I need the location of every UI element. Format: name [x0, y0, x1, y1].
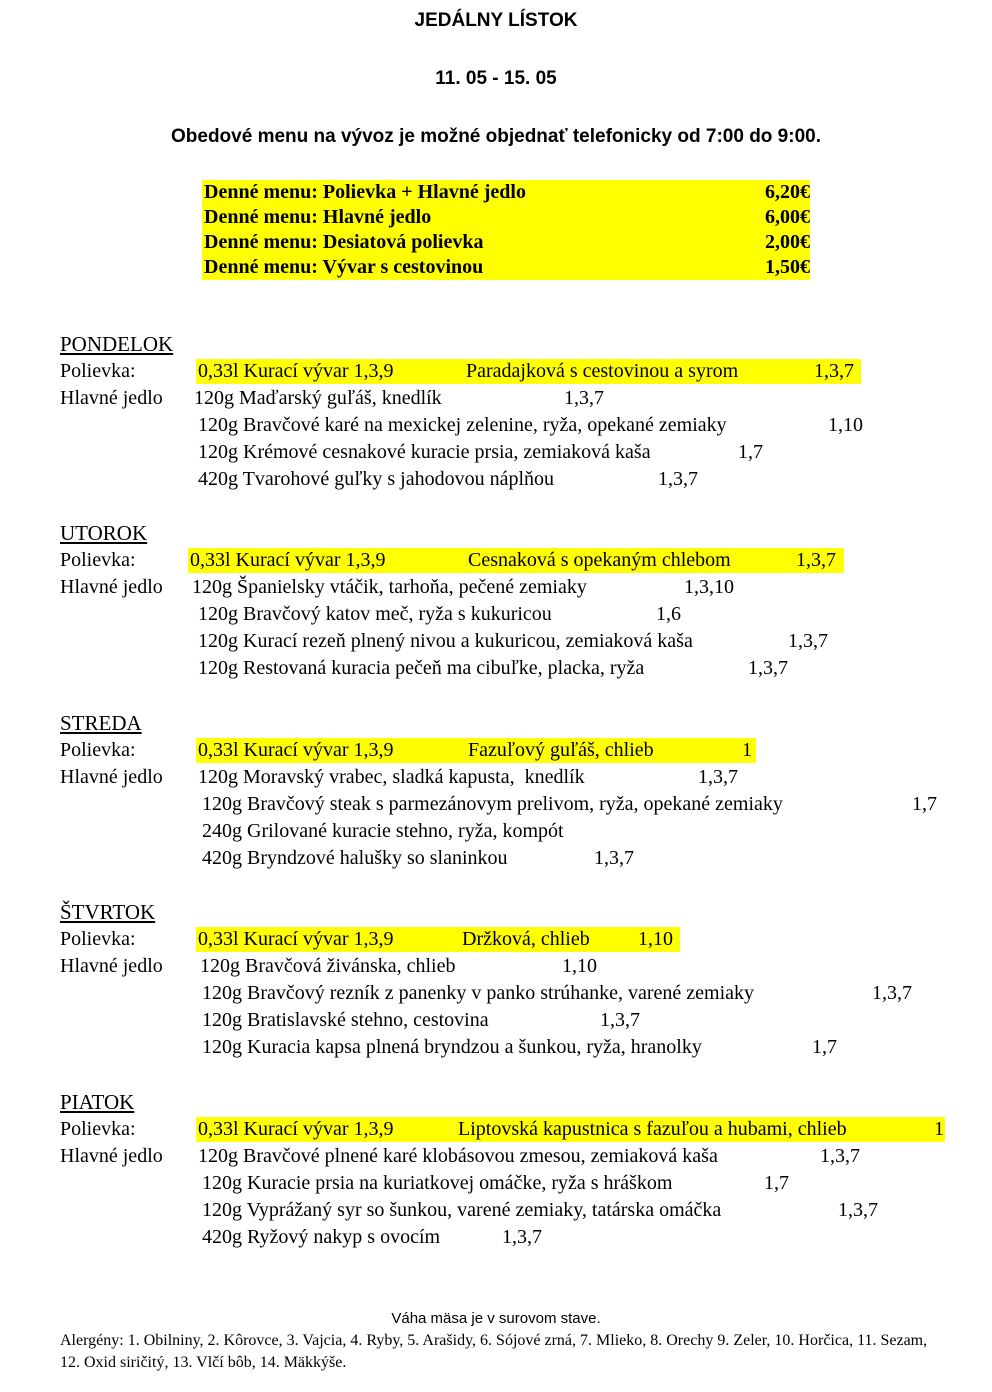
soup-highlight: [196, 359, 861, 384]
soup-broth: 0,33l Kurací vývar 1,3,9: [198, 360, 394, 382]
price-value: 1,50€: [765, 256, 810, 278]
main-dish-label: Hlavné jedlo: [60, 576, 163, 598]
main-dish-allergens: 1,7: [764, 1172, 789, 1194]
soup-allergens: 1,3,7: [814, 360, 854, 382]
soup-label: Polievka:: [60, 1118, 136, 1140]
main-dish: 420g Bryndzové halušky so slaninkou: [202, 847, 508, 869]
price-row: [202, 230, 810, 255]
main-dish-allergens: 1,3,7: [698, 766, 738, 788]
main-dish-allergens: 1,3,7: [594, 847, 634, 869]
main-dish: 120g Kuracia kapsa plnená bryndzou a šunkou, ryža, hranolky: [202, 1036, 702, 1058]
soup-broth: 0,33l Kurací vývar 1,3,9: [198, 928, 394, 950]
main-dish: 120g Maďarský guľáš, knedlík: [194, 387, 442, 409]
soup-highlight: [196, 927, 680, 952]
main-dish: 120g Restovaná kuracia pečeň ma cibuľke, placka, ryža: [198, 657, 645, 679]
price-row: [202, 180, 810, 205]
main-dish: 120g Kuracie prsia na kuriatkovej omáčke, ryža s hráškom: [202, 1172, 673, 1194]
price-value: 2,00€: [765, 231, 810, 253]
main-dish: 120g Kurací rezeň plnený nivou a kukuricou, zemiaková kaša: [198, 630, 693, 652]
main-dish: 120g Bravčový steak s parmezánovym prelivom, ryža, opekané zemiaky: [202, 793, 783, 815]
price-row: [202, 205, 810, 230]
main-dish-label: Hlavné jedlo: [60, 955, 163, 977]
day-heading: STREDA: [60, 711, 142, 735]
soup-label: Polievka:: [60, 928, 136, 950]
soup-of-day: Držková, chlieb: [462, 928, 590, 950]
soup-label: Polievka:: [60, 549, 136, 571]
soup-allergens: 1: [742, 739, 752, 761]
soup-broth: 0,33l Kurací vývar 1,3,9: [198, 739, 394, 761]
menu-title: JEDÁLNY LÍSTOK: [414, 10, 578, 31]
main-dish-allergens: 1,7: [812, 1036, 837, 1058]
main-dish: 120g Bravčové plnené karé klobásovou zmesou, zemiaková kaša: [198, 1145, 718, 1167]
main-dish-allergens: 1,3,7: [820, 1145, 860, 1167]
soup-highlight: [196, 738, 756, 763]
main-dish: 240g Grilované kuracie stehno, ryža, kompót: [202, 820, 564, 842]
price-box: [202, 180, 810, 280]
main-dish: 120g Španielsky vtáčik, tarhoňa, pečené zemiaky: [192, 576, 587, 598]
price-label: Denné menu: Hlavné jedlo: [204, 206, 432, 228]
soup-of-day: Liptovská kapustnica s fazuľou a hubami, chlieb: [458, 1118, 847, 1140]
soup-label: Polievka:: [60, 360, 136, 382]
soup-of-day: Fazuľový guľáš, chlieb: [468, 739, 654, 761]
main-dish: 120g Vyprážaný syr so šunkou, varené zemiaky, tatárska omáčka: [202, 1199, 722, 1221]
main-dish: 120g Moravský vrabec, sladká kapusta, knedlík: [198, 766, 585, 788]
main-dish: 120g Bravčový rezník z panenky v panko strúhanke, varené zemiaky: [202, 982, 755, 1004]
meat-weight-note: Váha mäsa je v surovom stave.: [391, 1310, 601, 1327]
main-dish-label: Hlavné jedlo: [60, 387, 163, 409]
soup-allergens: 1,3,7: [796, 549, 836, 571]
menu-dates: 11. 05 - 15. 05: [435, 68, 557, 89]
day-heading: PONDELOK: [60, 332, 174, 356]
main-dish-allergens: 1,6: [656, 603, 681, 625]
day-heading: ŠTVRTOK: [60, 900, 156, 924]
soup-highlight: [188, 548, 844, 573]
soup-broth: 0,33l Kurací vývar 1,3,9: [190, 549, 386, 571]
main-dish-label: Hlavné jedlo: [60, 1145, 163, 1167]
order-notice: Obedové menu na vývoz je možné objednať telefonicky od 7:00 do 9:00.: [171, 126, 821, 147]
main-dish-allergens: 1,3,7: [502, 1226, 542, 1248]
day-heading: PIATOK: [60, 1090, 135, 1114]
main-dish: 120g Krémové cesnakové kuracie prsia, zemiaková kaša: [198, 441, 651, 463]
main-dish: 120g Bravčové karé na mexickej zelenine, ryža, opekané zemiaky: [198, 414, 727, 436]
price-label: Denné menu: Vývar s cestovinou: [204, 256, 484, 278]
main-dish-allergens: 1,3,7: [788, 630, 828, 652]
soup-highlight: [196, 1117, 945, 1142]
main-dish-allergens: 1,7: [912, 793, 937, 815]
soup-allergens: 1,10: [638, 928, 673, 950]
main-dish: 120g Bravčový katov meč, ryža s kukuricou: [198, 603, 552, 625]
soup-of-day: Cesnaková s opekaným chlebom: [468, 549, 731, 571]
main-dish: 420g Tvarohové guľky s jahodovou náplňou: [198, 468, 555, 490]
soup-of-day: Paradajková s cestovinou a syrom: [466, 360, 739, 382]
soup-allergens: 1: [934, 1118, 944, 1140]
main-dish-allergens: 1,3,7: [658, 468, 698, 490]
main-dish-allergens: 1,10: [828, 414, 863, 436]
main-dish-allergens: 1,3,7: [564, 387, 604, 409]
soup-broth: 0,33l Kurací vývar 1,3,9: [198, 1118, 394, 1140]
day-heading: UTOROK: [60, 521, 148, 545]
main-dish-allergens: 1,3,7: [872, 982, 912, 1004]
main-dish-allergens: 1,3,7: [600, 1009, 640, 1031]
main-dish-allergens: 1,10: [562, 955, 597, 977]
price-label: Denné menu: Polievka + Hlavné jedlo: [204, 181, 526, 203]
main-dish-allergens: 1,3,7: [748, 657, 788, 679]
soup-label: Polievka:: [60, 739, 136, 761]
price-value: 6,20€: [765, 181, 810, 203]
main-dish-allergens: 1,3,10: [684, 576, 734, 598]
price-row: [202, 255, 810, 280]
allergen-legend: Alergény: 1. Obilniny, 2. Kôrovce, 3. Vajcia, 4. Ryby, 5. Arašidy, 6. Sójové zrná, 7. Mlieko, 8. Orechy 9. Zeler, 10. Horčica, 11. Sezam, 12. Oxid siričitý, 13. Vlčí bôb, 14. Mäkkýše.: [60, 1332, 928, 1371]
main-dish-allergens: 1,3,7: [838, 1199, 878, 1221]
main-dish-label: Hlavné jedlo: [60, 766, 163, 788]
main-dish: 120g Bravčová živánska, chlieb: [200, 955, 456, 977]
main-dish-allergens: 1,7: [738, 441, 763, 463]
main-dish: 420g Ryžový nakyp s ovocím: [202, 1226, 441, 1248]
price-value: 6,00€: [765, 206, 810, 228]
main-dish: 120g Bratislavské stehno, cestovina: [202, 1009, 489, 1031]
price-label: Denné menu: Desiatová polievka: [204, 231, 484, 253]
